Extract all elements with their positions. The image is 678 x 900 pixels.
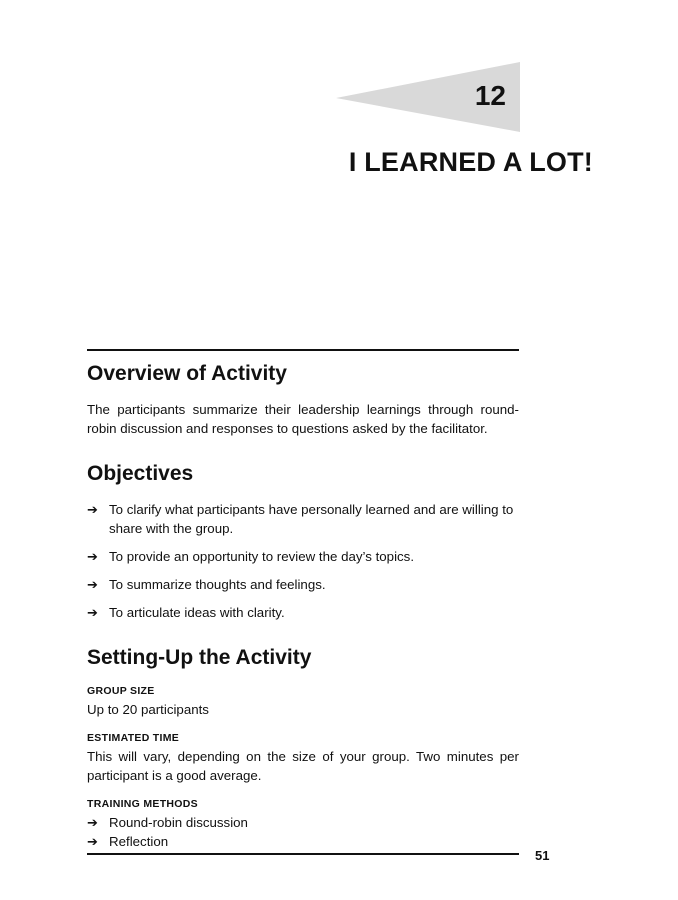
training-methods-label: TRAINING METHODS — [87, 798, 198, 810]
arrow-bullet-icon: ➔ — [87, 815, 98, 830]
group-size-value: Up to 20 participants — [87, 702, 209, 717]
training-method-item — [87, 832, 519, 851]
objectives-heading: Objectives — [87, 462, 194, 485]
bottom-divider — [87, 853, 519, 855]
arrow-bullet-icon: ➔ — [87, 549, 98, 564]
estimated-time-value: This will vary, depending on the size of your group. Two minutes per participant is a good average. — [87, 749, 519, 783]
chapter-title: I LEARNED A LOT! — [348, 147, 593, 177]
objective-text: To clarify what participants have personally learned and are willing to share with the group. — [109, 502, 514, 536]
objective-item — [87, 547, 519, 566]
estimated-time-block — [87, 731, 519, 785]
overview-heading: Overview of Activity — [87, 362, 287, 385]
group-size-label: GROUP SIZE — [87, 685, 155, 697]
overview-text: The participants summarize their leadership learnings through round-robin discussion and responses to questions asked by the facilitator. — [87, 402, 519, 436]
arrow-bullet-icon: ➔ — [87, 577, 98, 592]
training-methods-list — [87, 813, 519, 851]
objective-item — [87, 603, 519, 622]
chapter-number: 12 — [474, 80, 506, 111]
page-number: 51 — [535, 848, 550, 863]
training-method-text: Round-robin discussion — [109, 815, 248, 830]
arrow-bullet-icon: ➔ — [87, 502, 98, 517]
training-methods-block — [87, 797, 519, 851]
training-method-text: Reflection — [109, 834, 169, 849]
top-divider — [87, 349, 519, 351]
estimated-time-label: ESTIMATED TIME — [87, 732, 180, 744]
page-content — [87, 360, 519, 863]
arrow-bullet-icon: ➔ — [87, 605, 98, 620]
objective-item — [87, 500, 519, 538]
objectives-list — [87, 500, 519, 622]
chapter-tab — [336, 62, 520, 132]
objective-text: To articulate ideas with clarity. — [109, 605, 285, 620]
objective-text: To provide an opportunity to review the day’s topics. — [109, 549, 415, 564]
group-size-block — [87, 684, 519, 719]
arrow-bullet-icon: ➔ — [87, 834, 98, 849]
training-method-item — [87, 813, 519, 832]
setup-heading: Setting-Up the Activity — [87, 646, 312, 669]
objective-text: To summarize thoughts and feelings. — [109, 577, 326, 592]
objective-item — [87, 575, 519, 594]
